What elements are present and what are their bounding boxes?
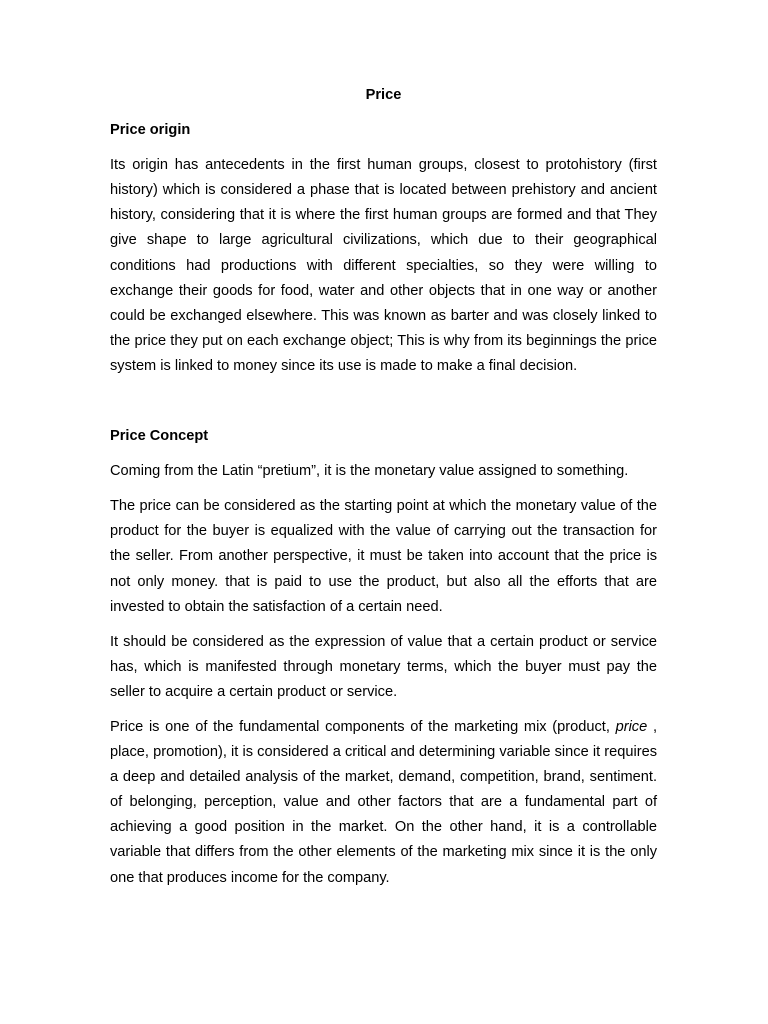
paragraph-latin-origin: Coming from the Latin “pretium”, it is the monetary value assigned to something. (110, 463, 629, 480)
paragraph-price-origin: Its origin has antecedents in the first human groups, closest to protohistory (first history) which is considered a phase that is located between prehistory and ancient history, considering that it is where the first human groups are formed and that They give shape to large agricultural civilizations, which due to their geographical conditions had productions with different specialties, so they were willing to exchange their goods for food, water and other objects that in one way or another could be exchanged elsewhere. This was known as barter and was closely linked to the price they put on each exchange object; This is why from its beginnings the price system is linked to money since its use is made to make a final decision. (110, 157, 657, 374)
italic-price-term: price (615, 718, 648, 735)
section-spacer (110, 389, 657, 424)
paragraph-marketing-mix-end: , place, promotion), it is considered a critical and determining variable since it requires a deep and detailed analysis of the market, demand, competition, brand, sentiment. of belonging, perception, value and other factors that are a fundamental part of achieving a good position in the market. On the other hand, it is a controllable variable that differs from the other elements of the marketing mix since it is the only one that produces income for the company. (110, 718, 657, 886)
paragraph-marketing-mix (110, 715, 657, 891)
section-heading-price-origin: Price origin (110, 122, 191, 139)
paragraph-starting-point: The price can be considered as the starting point at which the monetary value of the product for the buyer is equalized with the value of carrying out the transaction for the seller. From another perspective, it must be taken into account that the price is not only money. that is paid to use the product, but also all the efforts that are invested to obtain the satisfaction of a certain need. (110, 498, 657, 615)
document-page (110, 83, 657, 901)
section-heading-price-concept: Price Concept (110, 428, 209, 445)
paragraph-marketing-mix-start: Price is one of the fundamental components of the marketing mix (product, (110, 718, 610, 735)
paragraph-expression-of-value: It should be considered as the expression of value that a certain product or service has, which is manifested through monetary terms, which the buyer must pay the seller to acquire a certain product or service. (110, 633, 657, 700)
document-title: Price (365, 87, 402, 103)
